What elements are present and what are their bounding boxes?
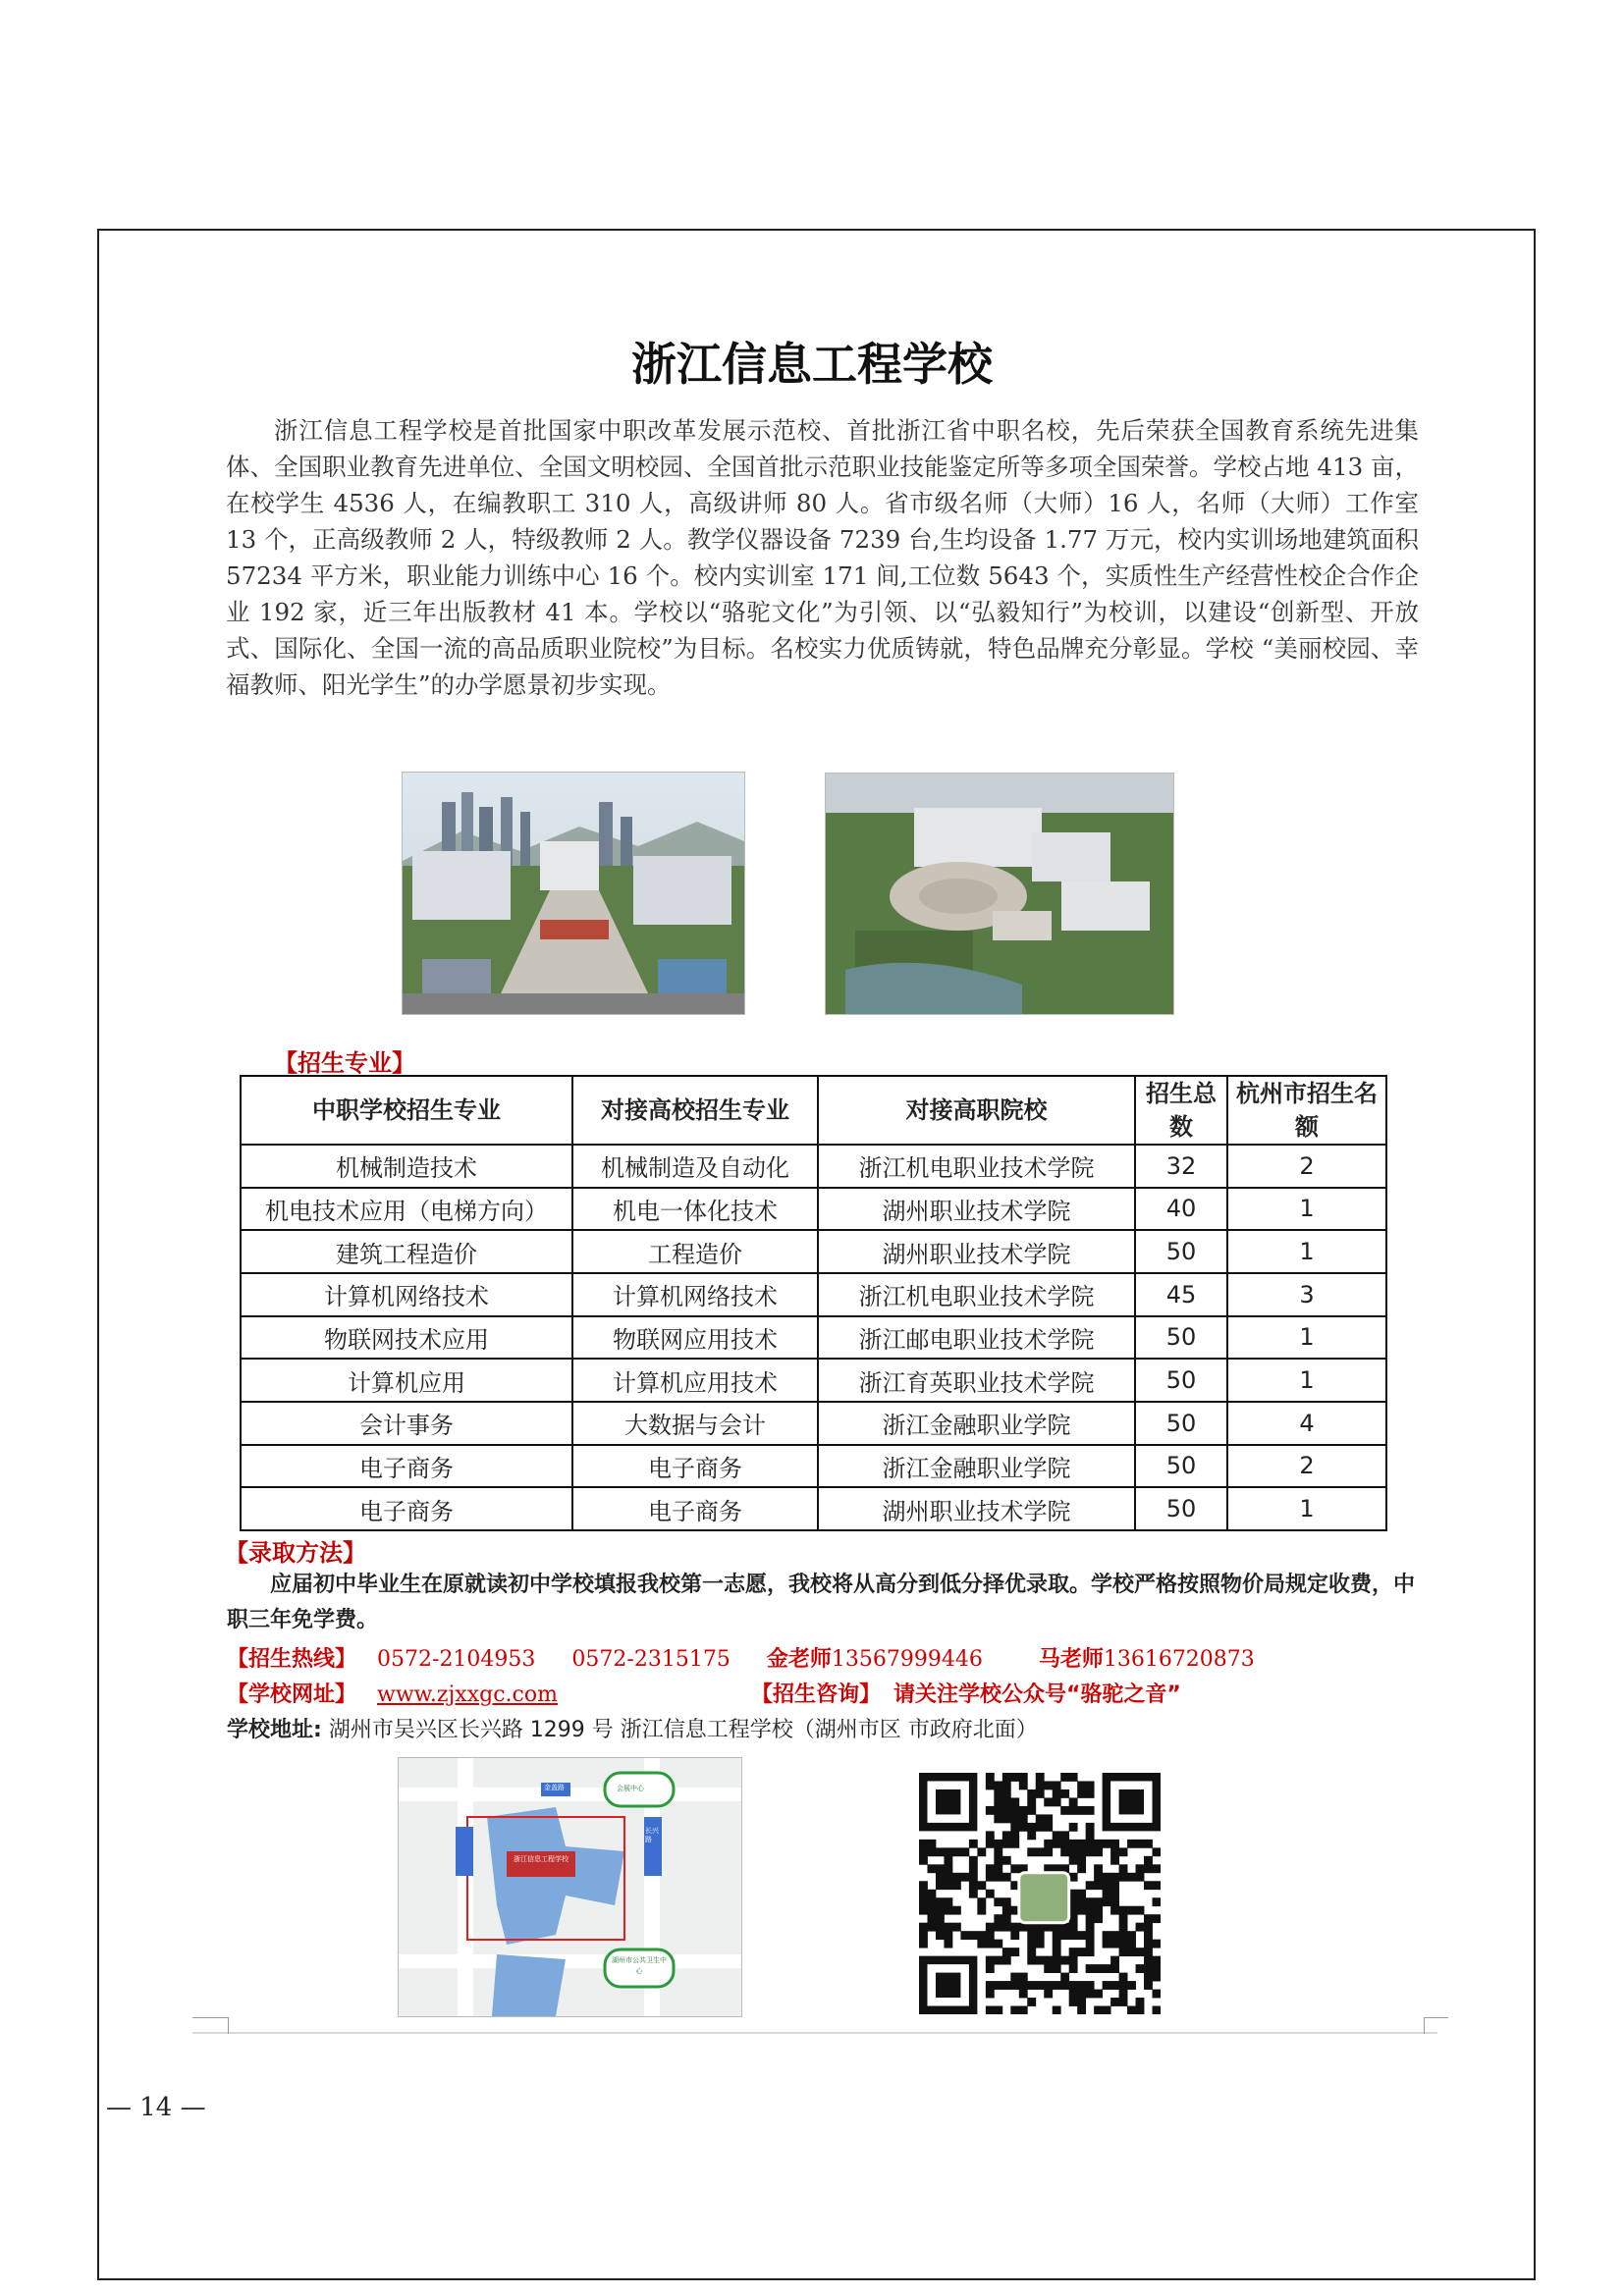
table-cell: 浙江育英职业技术学院 bbox=[818, 1359, 1135, 1402]
table-row bbox=[241, 1188, 1386, 1231]
table-row bbox=[241, 1273, 1386, 1316]
consult-text: 请关注学校公众号“骆驼之音” bbox=[893, 1682, 1181, 1707]
phone-number-2: 0572-2315175 bbox=[571, 1647, 731, 1672]
map-road-label: 长兴路 bbox=[645, 1827, 659, 1843]
table-cell: 浙江机电职业技术学院 bbox=[818, 1145, 1135, 1188]
table-header-cell: 杭州市招生名额 bbox=[1227, 1076, 1386, 1145]
table-cell: 浙江金融职业学院 bbox=[818, 1402, 1135, 1445]
admission-section-label: 【录取方法】 bbox=[225, 1539, 366, 1567]
table-cell: 32 bbox=[1135, 1145, 1227, 1188]
table-cell: 50 bbox=[1135, 1359, 1227, 1402]
left-corner-mark bbox=[192, 2017, 229, 2034]
table-cell: 3 bbox=[1227, 1273, 1386, 1316]
table-cell: 湖州职业技术学院 bbox=[818, 1188, 1135, 1231]
table-cell: 4 bbox=[1227, 1402, 1386, 1445]
table-cell: 50 bbox=[1135, 1402, 1227, 1445]
table-row bbox=[241, 1316, 1386, 1360]
table-cell: 50 bbox=[1135, 1316, 1227, 1360]
page-title: 浙江信息工程学校 bbox=[631, 338, 993, 391]
table-cell: 50 bbox=[1135, 1487, 1227, 1530]
table-row bbox=[241, 1230, 1386, 1273]
map-road-label: 金盖路 bbox=[544, 1784, 565, 1791]
campus-plaza-photo bbox=[825, 773, 1174, 1015]
hotline-label: 【招生热线】 bbox=[227, 1647, 357, 1672]
table-cell: 物联网技术应用 bbox=[241, 1316, 572, 1360]
footer-divider bbox=[192, 2032, 1437, 2034]
wechat-qr-code bbox=[919, 1773, 1161, 2014]
table-cell: 电子商务 bbox=[241, 1445, 572, 1488]
table-cell: 机电一体化技术 bbox=[572, 1188, 818, 1231]
table-row bbox=[241, 1445, 1386, 1488]
table-cell: 工程造价 bbox=[572, 1230, 818, 1273]
table-cell: 电子商务 bbox=[572, 1445, 818, 1488]
table-cell: 40 bbox=[1135, 1188, 1227, 1231]
table-cell: 浙江机电职业技术学院 bbox=[818, 1273, 1135, 1316]
admission-text: 应届初中毕业生在原就读初中学校填报我校第一志愿，我校将从高分到低分择优录取。学校严格按照物价局规定收费，中职三年免学费。 bbox=[227, 1573, 1416, 1632]
table-header-row bbox=[241, 1076, 1386, 1145]
table-cell: 物联网应用技术 bbox=[572, 1316, 818, 1360]
majors-table bbox=[240, 1075, 1387, 1531]
teacher-jin-phone: 13567999446 bbox=[831, 1647, 983, 1672]
phone-number-1: 0572-2104953 bbox=[377, 1647, 536, 1672]
right-corner-mark bbox=[1424, 2017, 1448, 2034]
consult-label: 【招生咨询】 bbox=[750, 1682, 881, 1707]
table-cell: 45 bbox=[1135, 1273, 1227, 1316]
table-cell: 大数据与会计 bbox=[572, 1402, 818, 1445]
table-cell: 50 bbox=[1135, 1230, 1227, 1273]
table-cell: 50 bbox=[1135, 1445, 1227, 1488]
table-cell: 1 bbox=[1227, 1188, 1386, 1231]
majors-section-label: 【招生专业】 bbox=[274, 1049, 415, 1077]
table-cell: 浙江邮电职业技术学院 bbox=[818, 1316, 1135, 1360]
table-row bbox=[241, 1402, 1386, 1445]
table-cell: 电子商务 bbox=[241, 1487, 572, 1530]
teacher-jin-name: 金老师 bbox=[766, 1647, 832, 1672]
table-cell: 2 bbox=[1227, 1445, 1386, 1488]
table-cell: 电子商务 bbox=[572, 1487, 818, 1530]
intro-paragraph: 浙江信息工程学校是首批国家中职改革发展示范校、首批浙江省中职名校，先后荣获全国教育系统先进集体、全国职业教育先进单位、全国文明校园、全国首批示范职业技能鉴定所等多项全国荣誉。学校占地 413 亩，在校学生 4536 人，在编教职工 310 人，高级讲师 80 人。省市级名师（大师）16 人，名师（大师）工作室 13 个，正高级教师 2 人，特级教师 2 人。教学仪器设备 7239 台,生均设备 1.77 万元，校内实训场地建筑面积 57234 平方米，职业能力训练中心 16 个。校内实训室 171 间,工位数 5643 个，实质性生产经营性校企合作企业 192 家，近三年出版教材 41 本。学校以“骆驼文化”为引领、以“弘毅知行”为校训，以建设“创新型、开放式、国际化、全国一流的高品质职业院校”为目标。名校实力优质铸就，特色品牌充分彰显。学校 “美丽校园、幸福教师、阳光学生”的办学愿景初步实现。 bbox=[226, 416, 1419, 699]
map-landmark-label: 湖州市公共卫生中心 bbox=[612, 1956, 667, 1975]
table-cell: 2 bbox=[1227, 1145, 1386, 1188]
address-line bbox=[227, 1713, 1038, 1743]
teacher-ma-name: 马老师 bbox=[1038, 1647, 1104, 1672]
table-cell: 计算机网络技术 bbox=[241, 1273, 572, 1316]
table-cell: 浙江金融职业学院 bbox=[818, 1445, 1135, 1488]
table-cell: 计算机应用技术 bbox=[572, 1359, 818, 1402]
table-cell: 计算机应用 bbox=[241, 1359, 572, 1402]
table-cell: 湖州职业技术学院 bbox=[818, 1487, 1135, 1530]
table-cell: 计算机网络技术 bbox=[572, 1273, 818, 1316]
table-header-cell: 中职学校招生专业 bbox=[241, 1076, 572, 1145]
table-header-cell: 对接高职院校 bbox=[818, 1076, 1135, 1145]
table-cell: 会计事务 bbox=[241, 1402, 572, 1445]
address-label: 学校地址: bbox=[227, 1718, 322, 1742]
table-cell: 湖州职业技术学院 bbox=[818, 1230, 1135, 1273]
map-landmark-label: 会展中心 bbox=[617, 1785, 644, 1792]
hotline-line bbox=[227, 1642, 1255, 1673]
website-line bbox=[227, 1678, 1181, 1708]
table-cell: 机械制造及自动化 bbox=[572, 1145, 818, 1188]
campus-gate-photo bbox=[402, 772, 745, 1015]
table-row bbox=[241, 1487, 1386, 1530]
page-number: — 14 — bbox=[106, 2093, 206, 2122]
location-map bbox=[398, 1757, 742, 2017]
table-cell: 1 bbox=[1227, 1487, 1386, 1530]
table-cell: 机电技术应用（电梯方向） bbox=[241, 1188, 572, 1231]
website-label: 【学校网址】 bbox=[227, 1682, 357, 1707]
website-link[interactable]: www.zjxxgc.com bbox=[377, 1682, 558, 1707]
table-header-cell: 招生总数 bbox=[1135, 1076, 1227, 1145]
table-row bbox=[241, 1359, 1386, 1402]
map-school-label: 浙江信息工程学校 bbox=[514, 1855, 568, 1863]
table-header-cell: 对接高校招生专业 bbox=[572, 1076, 818, 1145]
table-row bbox=[241, 1145, 1386, 1188]
teacher-ma-phone: 13616720873 bbox=[1103, 1647, 1255, 1672]
table-cell: 1 bbox=[1227, 1316, 1386, 1360]
table-cell: 1 bbox=[1227, 1230, 1386, 1273]
address-text: 湖州市吴兴区长兴路 1299 号 浙江信息工程学校（湖州市区 市政府北面） bbox=[328, 1718, 1038, 1742]
table-cell: 1 bbox=[1227, 1359, 1386, 1402]
table-cell: 机械制造技术 bbox=[241, 1145, 572, 1188]
table-cell: 建筑工程造价 bbox=[241, 1230, 572, 1273]
